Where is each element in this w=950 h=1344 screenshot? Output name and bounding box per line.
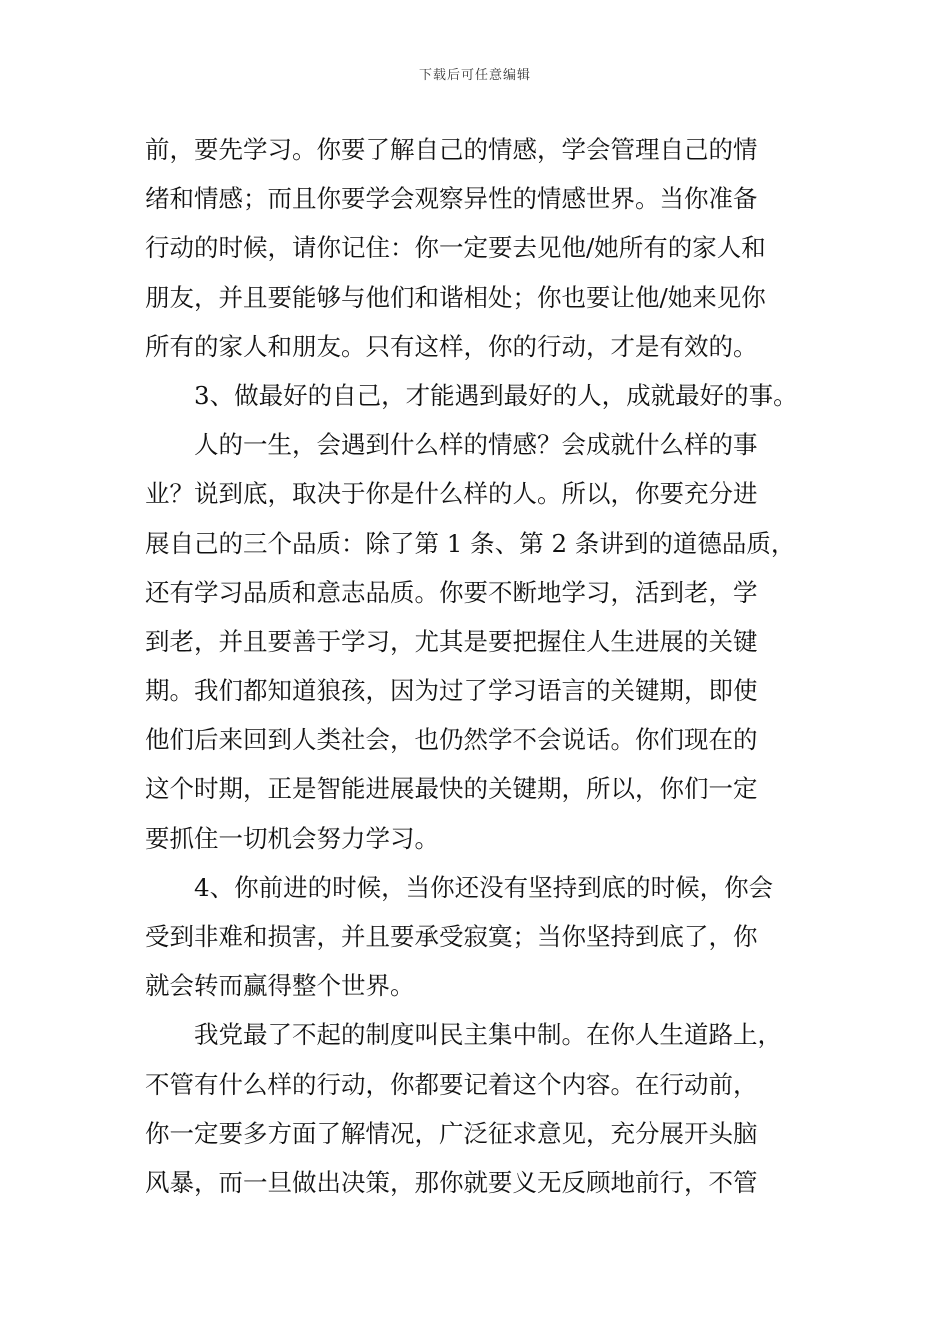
body-text: [145, 125, 810, 1207]
text-line: 前，要先学习。你要了解自己的情感，学会管理自己的情: [145, 135, 758, 164]
text-line: 还有学习品质和意志品质。你要不断地学习，活到老，学: [145, 577, 758, 607]
text-line: 行动的时候，请你记住：你一定要去见他/她所有的家人和: [145, 233, 766, 263]
text-line: 不管有什么样的行动，你都要记着这个内容。在行动前，: [145, 1069, 758, 1099]
text-line: 4、你前进的时候，当你还没有坚持到底的时候，你会: [194, 872, 774, 902]
text-line: 绪和情感；而且你要学会观察异性的情感世界。当你准备: [145, 184, 758, 214]
text-line: 所有的家人和朋友。只有这样，你的行动，才是有效的。: [145, 331, 758, 361]
text-line: 他们后来回到人类社会，也仍然学不会说话。你们现在的: [145, 725, 758, 755]
text-line: 风暴，而一旦做出决策，那你就要义无反顾地前行，不管: [145, 1167, 758, 1197]
text-line: 展自己的三个品质：除了第 1 条、第 2 条讲到的道德品质，: [145, 528, 796, 558]
text-line: 到老，并且要善于学习，尤其是要把握住人生进展的关键: [145, 626, 758, 656]
text-line: 就会转而赢得整个世界。: [145, 971, 415, 1001]
text-line: 要抓住一切机会努力学习。: [145, 823, 439, 853]
text-line: 期。我们都知道狼孩，因为过了学习语言的关键期，即使: [145, 676, 758, 706]
text-line: 你一定要多方面了解情况，广泛征求意见，充分展开头脑: [145, 1118, 758, 1148]
text-line: 人的一生，会遇到什么样的情感？会成就什么样的事: [194, 430, 758, 460]
text-line: 业？说到底，取决于你是什么样的人。所以，你要充分进: [145, 479, 758, 509]
text-line: 我党最了不起的制度叫民主集中制。在你人生道路上，: [194, 1020, 782, 1050]
text-line: 3、做最好的自己，才能遇到最好的人，成就最好的事。: [194, 380, 798, 410]
text-line: 这个时期，正是智能进展最快的关键期，所以，你们一定: [145, 774, 758, 804]
text-line: 朋友，并且要能够与他们和谐相处；你也要让他/她来见你: [145, 282, 766, 312]
text-line: 受到非难和损害，并且要承受寂寞；当你坚持到底了，你: [145, 922, 758, 951]
header-note: 下载后可任意编辑: [418, 68, 531, 83]
